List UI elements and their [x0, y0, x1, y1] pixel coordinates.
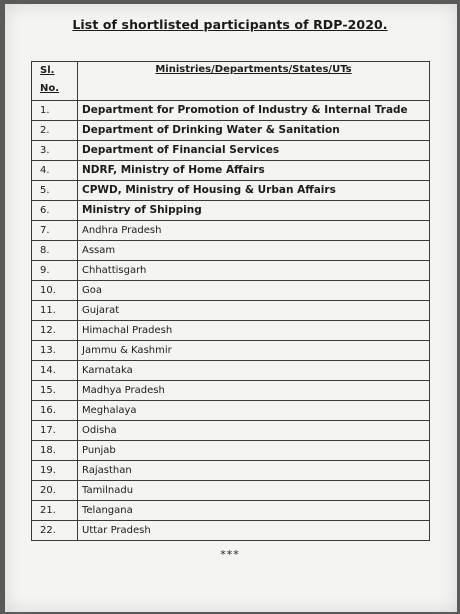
participant-name-cell: Goa: [78, 281, 430, 301]
table-row: [32, 221, 430, 241]
table-row: [32, 501, 430, 521]
participant-name-cell: Odisha: [78, 421, 430, 441]
serial-number-cell: 7.: [32, 221, 78, 241]
table-row: [32, 441, 430, 461]
serial-number-cell: 1.: [32, 101, 78, 121]
table-row: [32, 121, 430, 141]
table-header-row: [32, 62, 430, 101]
serial-number-cell: 22.: [32, 521, 78, 541]
participant-name-cell: Department of Financial Services: [78, 141, 430, 161]
participant-name-cell: Himachal Pradesh: [78, 321, 430, 341]
serial-number-cell: 17.: [32, 421, 78, 441]
participant-name-cell: Department of Drinking Water & Sanitation: [78, 121, 430, 141]
participant-name-cell: Meghalaya: [78, 401, 430, 421]
table-row: [32, 201, 430, 221]
table-row: [32, 321, 430, 341]
participant-name-cell: Andhra Pradesh: [78, 221, 430, 241]
table-row: [32, 461, 430, 481]
serial-number-cell: 9.: [32, 261, 78, 281]
participant-name-cell: Uttar Pradesh: [78, 521, 430, 541]
ministries-header: Ministries/Departments/States/UTs: [78, 62, 430, 101]
serial-number-cell: 20.: [32, 481, 78, 501]
participant-name-cell: Gujarat: [78, 301, 430, 321]
table-row: [32, 101, 430, 121]
document-title: List of shortlisted participants of RDP-2020.: [72, 17, 388, 32]
participant-name-cell: Telangana: [78, 501, 430, 521]
serial-number-cell: 2.: [32, 121, 78, 141]
serial-number-cell: 21.: [32, 501, 78, 521]
participant-name-cell: Rajasthan: [78, 461, 430, 481]
participant-name-cell: CPWD, Ministry of Housing & Urban Affairs: [78, 181, 430, 201]
table-row: [32, 181, 430, 201]
table-row: [32, 261, 430, 281]
serial-number-cell: 11.: [32, 301, 78, 321]
serial-number-cell: 4.: [32, 161, 78, 181]
participant-name-cell: NDRF, Ministry of Home Affairs: [78, 161, 430, 181]
serial-number-cell: 5.: [32, 181, 78, 201]
serial-number-cell: 16.: [32, 401, 78, 421]
participant-name-cell: Tamilnadu: [78, 481, 430, 501]
table-row: [32, 421, 430, 441]
table-row: [32, 301, 430, 321]
table-row: [32, 341, 430, 361]
table-row: [32, 481, 430, 501]
table-row: [32, 381, 430, 401]
participant-name-cell: Ministry of Shipping: [78, 201, 430, 221]
serial-number-cell: 10.: [32, 281, 78, 301]
participant-name-cell: Assam: [78, 241, 430, 261]
serial-number-cell: 18.: [32, 441, 78, 461]
table-row: [32, 401, 430, 421]
participant-name-cell: Punjab: [78, 441, 430, 461]
participant-name-cell: Madhya Pradesh: [78, 381, 430, 401]
end-marker: ***: [220, 548, 240, 561]
table-row: [32, 141, 430, 161]
table-row: [32, 521, 430, 541]
participant-name-cell: Karnataka: [78, 361, 430, 381]
participant-name-cell: Chhattisgarh: [78, 261, 430, 281]
participant-name-cell: Department for Promotion of Industry & Internal Trade: [78, 101, 430, 121]
table-row: [32, 161, 430, 181]
participants-table: [31, 61, 430, 541]
serial-number-cell: 3.: [32, 141, 78, 161]
serial-number-cell: 13.: [32, 341, 78, 361]
participant-name-cell: Jammu & Kashmir: [78, 341, 430, 361]
serial-number-header: Sl. No.: [32, 62, 78, 101]
serial-number-cell: 14.: [32, 361, 78, 381]
serial-number-cell: 19.: [32, 461, 78, 481]
serial-number-cell: 15.: [32, 381, 78, 401]
serial-number-cell: 8.: [32, 241, 78, 261]
serial-number-cell: 12.: [32, 321, 78, 341]
serial-number-cell: 6.: [32, 201, 78, 221]
table-row: [32, 361, 430, 381]
table-row: [32, 241, 430, 261]
table-row: [32, 281, 430, 301]
